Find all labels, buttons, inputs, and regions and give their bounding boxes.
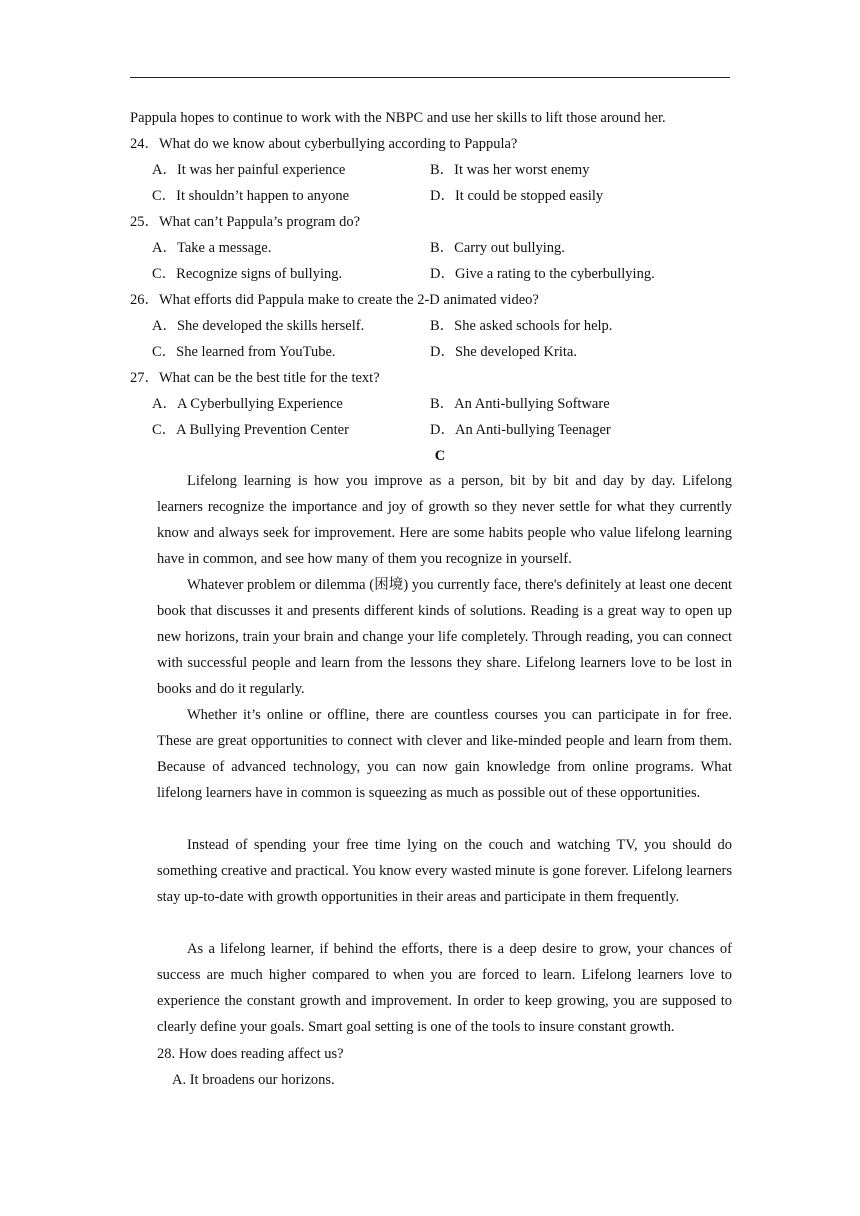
question-25-options — [152, 239, 712, 291]
option-d: D．She developed Krita. — [430, 344, 577, 360]
question-27-stem: 27．What can be the best title for the text? — [130, 370, 380, 386]
question-25-stem: 25．What can’t Pappula’s program do? — [130, 214, 361, 230]
option-c: C．Recognize signs of bullying. — [152, 266, 343, 282]
section-heading: C — [434, 448, 446, 464]
option-b: B．Carry out bullying. — [430, 240, 565, 256]
question-26-stem: 26．What efforts did Pappula make to create the 2-D animated video? — [130, 292, 539, 308]
question-27-options — [152, 395, 712, 447]
option-a: A．She developed the skills herself. — [152, 318, 365, 334]
question-28-option-a: A. It broadens our horizons. — [172, 1072, 335, 1088]
question-28-stem: 28. How does reading affect us? — [157, 1046, 344, 1062]
option-c: C．It shouldn’t happen to anyone — [152, 188, 350, 204]
question-24-options — [152, 161, 712, 213]
option-a: A．A Cyberbullying Experience — [152, 396, 343, 412]
question-26-options — [152, 317, 712, 369]
passage-paragraph-1: Lifelong learning is how you improve as a person, bit by bit and day by day. Lifelong learners recognize the importance and joy of growth so they never settle for what they currently know and always seek for improvement. Here are some habits people who value lifelong learning have in common, and see how many of them you recognize in yourself. — [157, 473, 732, 567]
option-c: C．She learned from YouTube. — [152, 344, 336, 360]
option-c: C．A Bullying Prevention Center — [152, 422, 349, 438]
option-b: B．It was her worst enemy — [430, 162, 590, 178]
option-a: A．It was her painful experience — [152, 162, 346, 178]
option-d: D．Give a rating to the cyberbullying. — [430, 266, 655, 282]
passage-paragraph-2: Whatever problem or dilemma (困境) you currently face, there's definitely at least one decent book that discusses it and presents different kinds of solutions. Reading is a great way to open up new horizons, train your brain and change your life completely. Through reading, you can connect with successful people and learn from the lessons they share. Lifelong learners love to be lost in books and do it regularly. — [157, 577, 732, 697]
option-a: A．Take a message. — [152, 240, 272, 256]
passage-paragraph-5: As a lifelong learner, if behind the efforts, there is a deep desire to grow, your chances of success are much higher compared to when you are forced to learn. Lifelong learners love to experience the constant growth and improvement. In order to keep growing, you are supposed to clearly define your goals. Smart goal setting is one of the tools to insure constant growth. — [157, 941, 732, 1035]
passage-paragraph-4: Instead of spending your free time lying on the couch and watching TV, you should do something creative and practical. You know every wasted minute is gone forever. Lifelong learners stay up-to-date with growth opportunities in their areas and participate in them frequently. — [157, 837, 732, 905]
question-24-stem: 24．What do we know about cyberbullying according to Pappula? — [130, 136, 518, 152]
header-rule — [130, 77, 730, 78]
option-d: D．An Anti-bullying Teenager — [430, 422, 611, 438]
intro-line: Pappula hopes to continue to work with the NBPC and use her skills to lift those around her. — [130, 110, 666, 126]
option-b: B．An Anti-bullying Software — [430, 396, 610, 412]
option-d: D．It could be stopped easily — [430, 188, 604, 204]
option-b: B．She asked schools for help. — [430, 318, 613, 334]
passage-paragraph-3: Whether it’s online or offline, there are countless courses you can participate in for free. These are great opportunities to connect with clever and like-minded people and learn from them. Because of advanced technology, you can now gain knowledge from online programs. What lifelong learners have in common is squeezing as much as possible out of these opportunities. — [157, 707, 732, 801]
